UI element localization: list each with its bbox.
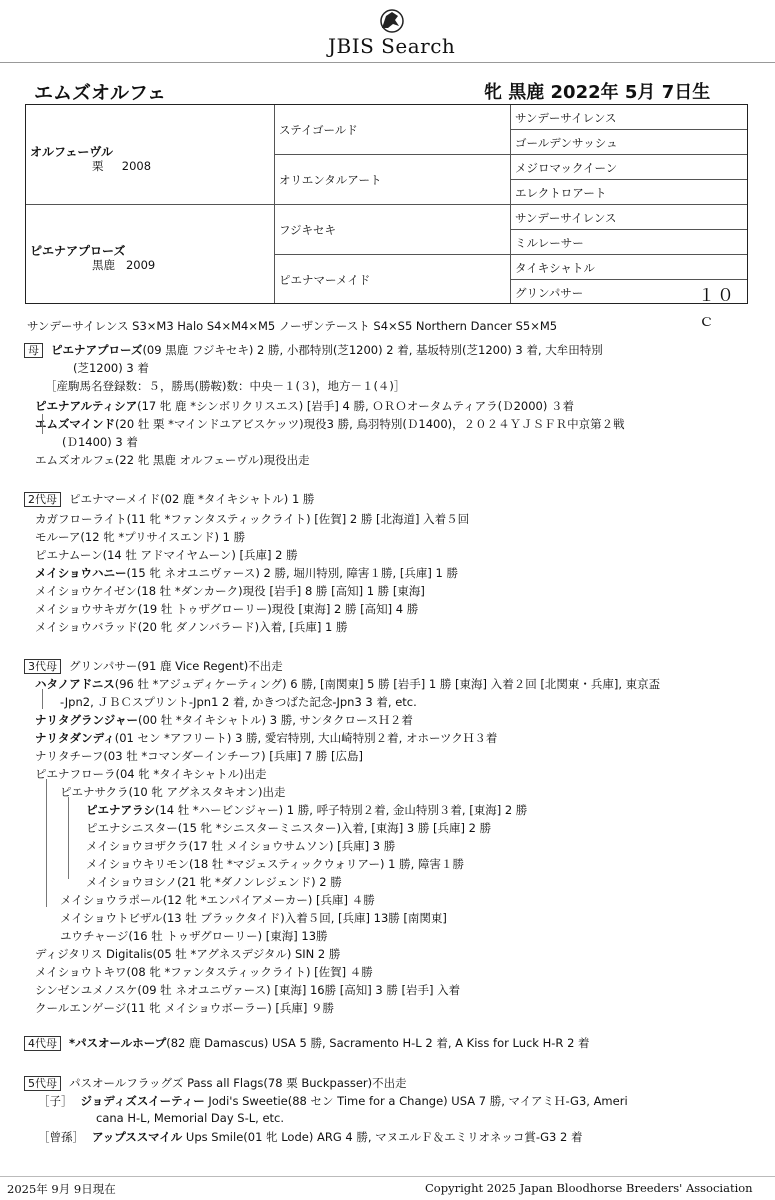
line-text: (20 牡 栗 *マインドユアビスケッツ)現役3 勝, 鳥羽特別(Ｄ1400)，２０２４ＹＪＳＦＲ中京第２戦 bbox=[115, 417, 625, 431]
line-text: ディジタリス Digitalis(05 牡 *アグネスデジタル) SIN 2 勝 bbox=[35, 947, 341, 961]
family-line bbox=[24, 1035, 590, 1051]
tree-guide bbox=[42, 414, 43, 434]
generation-tag: 母 bbox=[24, 343, 43, 358]
tree-guide bbox=[46, 779, 47, 907]
gen3-ancestor[interactable]: ミルレーサー bbox=[515, 236, 584, 250]
family-line bbox=[35, 946, 340, 962]
gen3-ancestor[interactable]: エレクトロアート bbox=[515, 186, 607, 200]
family-line bbox=[45, 378, 405, 394]
line-text: (96 牡 *アジュディケーティング) 6 勝, [南関東] 5 勝 [岩手] 1 勝 [東海] 入着２回 [北関東・兵庫], 東京盃 bbox=[114, 677, 661, 691]
horse-link[interactable]: *パスオールホープ bbox=[69, 1036, 167, 1050]
as-of-date: 2025年 9月 9日現在 bbox=[7, 1182, 116, 1196]
line-text: ユウチャージ(16 牡 トゥザグローリー) [東海] 13勝 bbox=[60, 929, 328, 943]
gen3-ancestor[interactable]: サンデーサイレンス bbox=[515, 111, 617, 125]
family-line bbox=[35, 547, 298, 563]
line-text: シンゼンユメノスケ(09 牡 ネオユニヴァース) [東海] 16勝 [高知] 3 勝 [岩手] 入着 bbox=[35, 983, 461, 997]
line-text: ピエナムーン(14 牡 アドマイヤムーン) [兵庫] 2 勝 bbox=[35, 548, 298, 562]
horse-link[interactable]: ピエナアラシ bbox=[86, 803, 155, 817]
family-line bbox=[35, 712, 413, 728]
line-text: グリンパサー(91 鹿 Vice Regent)不出走 bbox=[69, 659, 283, 673]
sire-name[interactable]: オルフェーヴル bbox=[30, 145, 114, 159]
line-text: メイショウヨザクラ(17 牡 メイショウサムソン) [兵庫] 3 勝 bbox=[86, 839, 396, 853]
line-text: カガフローライト(11 牝 *ファンタスティックライト) [佐賀] 2 勝 [北海道] 入着５回 bbox=[35, 512, 470, 526]
dam-name[interactable]: ピエナアプローズ bbox=[30, 244, 126, 258]
gen2-ancestor[interactable]: ステイゴールド bbox=[279, 123, 358, 137]
relation-label: ［子］ bbox=[38, 1094, 73, 1108]
family-line bbox=[86, 838, 395, 854]
line-text: メイショウサキガケ(19 牡 トゥザグローリー)現役 [東海] 2 勝 [高知] 4 勝 bbox=[35, 602, 419, 616]
family-line bbox=[96, 1111, 284, 1125]
family-line bbox=[86, 856, 464, 872]
family-line bbox=[35, 748, 363, 764]
family-line bbox=[38, 1093, 628, 1109]
horse-link[interactable]: エムズマインド bbox=[35, 417, 116, 431]
horse-link[interactable]: ピエナアプローズ bbox=[51, 343, 143, 357]
horse-link[interactable]: ピエナアルティシア bbox=[35, 399, 138, 413]
family-line bbox=[24, 1075, 407, 1091]
line-text: (00 牡 *タイキシャトル) 3 勝, サンタクロースＨ２着 bbox=[137, 713, 413, 727]
line-text: (14 牡 *ハービンジャー) 1 勝, 呼子特別２着, 金山特別３着, [東海] 2 勝 bbox=[155, 803, 528, 817]
jbis-logo[interactable] bbox=[320, 6, 460, 58]
line-text: ピエナマーメイド(02 鹿 *タイキシャトル) 1 勝 bbox=[69, 492, 315, 506]
generation-tag: 4代母 bbox=[24, 1036, 61, 1051]
footer-divider bbox=[0, 1176, 775, 1177]
family-line bbox=[35, 416, 625, 432]
line-text: メイショウケイゼン(18 牡 *ダンカーク)現役 [岩手] 8 勝 [高知] 1 勝 [東海] bbox=[35, 584, 425, 598]
horse-link[interactable]: アップススマイル bbox=[92, 1130, 183, 1144]
family-line bbox=[60, 694, 417, 710]
family-line bbox=[35, 730, 497, 746]
horse-logo-icon bbox=[372, 6, 412, 36]
line-text: (Ｄ1400) 3 着 bbox=[62, 435, 138, 449]
family-number: １０ｃ bbox=[698, 286, 736, 331]
line-text: ナリタチーフ(03 牡 *コマンダーインチーフ) [兵庫] 7 勝 [広島] bbox=[35, 749, 363, 763]
gen3-ancestor[interactable]: グリンパサー bbox=[515, 286, 584, 300]
sire-detail: 栗 2008 bbox=[92, 159, 152, 173]
line-text: メイショウヨシノ(21 牝 *ダノンレジェンド) 2 勝 bbox=[86, 875, 342, 889]
family-line bbox=[60, 910, 447, 926]
family-line bbox=[35, 676, 660, 692]
inbreeding-line: サンデーサイレンス S3×M3 Halo S4×M4×M5 ノーザンテースト S4×S5 Northern Dancer S5×M5 bbox=[27, 319, 558, 333]
family-line bbox=[62, 434, 138, 450]
line-text: (芝1200) 3 着 bbox=[73, 361, 149, 375]
horse-info: 牝 黒鹿 2022年 5月 7日生 bbox=[484, 82, 711, 103]
horse-link[interactable]: ナリタグランジャー bbox=[35, 713, 138, 727]
horse-link[interactable]: ナリタダンディ bbox=[35, 731, 115, 745]
family-line bbox=[35, 565, 458, 581]
line-text: モルーア(12 牝 *プリサイスエンド) 1 勝 bbox=[35, 530, 246, 544]
line-text: ピエナシニスター(15 牝 *シニスターミニスター)入着, [東海] 3 勝 [兵庫] 2 勝 bbox=[86, 821, 492, 835]
gen2-ancestor[interactable]: フジキセキ bbox=[279, 223, 337, 237]
horse-link[interactable]: ハタノアドニス bbox=[35, 677, 115, 691]
gen3-ancestor[interactable]: サンデーサイレンス bbox=[515, 211, 617, 225]
family-line bbox=[35, 982, 460, 998]
gen2-ancestor[interactable]: ピエナマーメイド bbox=[279, 273, 371, 287]
line-text: メイショウトキワ(08 牝 *ファンタスティックライト) [佐賀] ４勝 bbox=[35, 965, 373, 979]
family-line bbox=[35, 511, 469, 527]
line-text: メイショウバラッド(20 牝 ダノンバラード)入着, [兵庫] 1 勝 bbox=[35, 620, 348, 634]
dam-detail: 黒鹿 2009 bbox=[92, 258, 156, 272]
family-line bbox=[35, 964, 373, 980]
horse-name: エムズオルフェ bbox=[34, 82, 167, 104]
tree-guide bbox=[42, 689, 43, 709]
gen3-ancestor[interactable]: メジロマックイーン bbox=[515, 161, 618, 175]
family-line bbox=[35, 766, 267, 782]
family-line bbox=[38, 1129, 582, 1145]
tree-guide bbox=[68, 797, 69, 879]
generation-tag: 3代母 bbox=[24, 659, 61, 674]
line-text: メイショウラポール(12 牝 *エンパイアメーカー) [兵庫] ４勝 bbox=[60, 893, 375, 907]
line-text: Ups Smile(01 牝 Lode) ARG 4 勝, マヌエルＦ＆エミリオネッコ賞-G3 2 着 bbox=[182, 1130, 583, 1144]
family-line bbox=[86, 874, 342, 890]
relation-label: ［曾孫］ bbox=[38, 1130, 84, 1144]
copyright: Copyright 2025 Japan Bloodhorse Breeders' Association bbox=[425, 1181, 753, 1195]
family-line bbox=[35, 398, 574, 414]
line-text: ピエナフローラ(04 牝 *タイキシャトル)出走 bbox=[35, 767, 267, 781]
line-text: メイショウトビザル(13 牡 ブラックタイド)入着５回, [兵庫] 13勝 [南関東] bbox=[60, 911, 447, 925]
family-line bbox=[35, 1000, 334, 1016]
gen3-ancestor[interactable]: タイキシャトル bbox=[515, 261, 595, 275]
family-line bbox=[24, 491, 314, 507]
line-text: ［産駒馬名登録数：５，勝馬(勝鞍)数：中央－１(３)，地方－１(４)］ bbox=[45, 379, 406, 393]
line-text: (15 牝 ネオユニヴァース) 2 勝, 堀川特別, 障害１勝, [兵庫] 1 勝 bbox=[126, 566, 458, 580]
line-text: (17 牝 鹿 *シンボリクリスエス) [岩手] 4 勝, ＯＲＯオータムティアラ(Ｄ2000) ３着 bbox=[137, 399, 575, 413]
family-line bbox=[73, 360, 149, 376]
family-line bbox=[24, 658, 283, 674]
family-line bbox=[35, 452, 310, 468]
family-line bbox=[86, 802, 527, 818]
line-text: (01 セン *アフリート) 3 勝, 愛宕特別, 大山崎特別２着, オホーツクＨ３着 bbox=[114, 731, 498, 745]
family-line bbox=[60, 784, 286, 800]
gen3-ancestor[interactable]: ゴールデンサッシュ bbox=[515, 136, 618, 150]
header-divider bbox=[0, 62, 775, 63]
line-text: Jodi's Sweetie(88 セン Time for a Change) USA 7 勝, マイアミＨ-G3, Ameri bbox=[204, 1094, 628, 1108]
family-line bbox=[35, 601, 418, 617]
generation-tag: 5代母 bbox=[24, 1076, 61, 1091]
line-text: (09 黒鹿 フジキセキ) 2 勝, 小郡特別(芝1200) 2 着, 基坂特別(芝1200) 3 着, 大牟田特別 bbox=[142, 343, 603, 357]
line-text: -Jpn2, ＪＢＣスプリント-Jpn1 2 着, かきつばた記念-Jpn3 3 着, etc. bbox=[60, 695, 417, 709]
horse-link[interactable]: メイショウハニー bbox=[35, 566, 127, 580]
generation-tag: 2代母 bbox=[24, 492, 61, 507]
family-line bbox=[60, 892, 375, 908]
family-line bbox=[86, 820, 491, 836]
family-line bbox=[35, 583, 425, 599]
family-line bbox=[24, 342, 603, 358]
line-text: エムズオルフェ(22 牝 黒鹿 オルフェーヴル)現役出走 bbox=[35, 453, 310, 467]
line-text: パスオールフラッグズ Pass all Flags(78 栗 Buckpasser)不出走 bbox=[69, 1076, 407, 1090]
line-text: クールエンゲージ(11 牝 メイショウボーラー) [兵庫] ９勝 bbox=[35, 1001, 335, 1015]
line-text: ピエナサクラ(10 牝 アグネスタキオン)出走 bbox=[60, 785, 286, 799]
family-line bbox=[35, 619, 348, 635]
family-line bbox=[35, 529, 245, 545]
logo-text: JBIS Search bbox=[328, 34, 456, 58]
family-line bbox=[60, 928, 328, 944]
line-text: cana H-L, Memorial Day S-L, etc. bbox=[96, 1111, 285, 1125]
line-text: メイショウキリモン(18 牡 *マジェスティックウォリアー) 1 勝, 障害１勝 bbox=[86, 857, 464, 871]
line-text: (82 鹿 Damascus) USA 5 勝, Sacramento H-L 2 着, A Kiss for Luck H-R 2 着 bbox=[166, 1036, 590, 1050]
horse-link[interactable]: ジョディズスイーティー bbox=[80, 1094, 205, 1108]
gen2-ancestor[interactable]: オリエンタルアート bbox=[279, 173, 382, 187]
